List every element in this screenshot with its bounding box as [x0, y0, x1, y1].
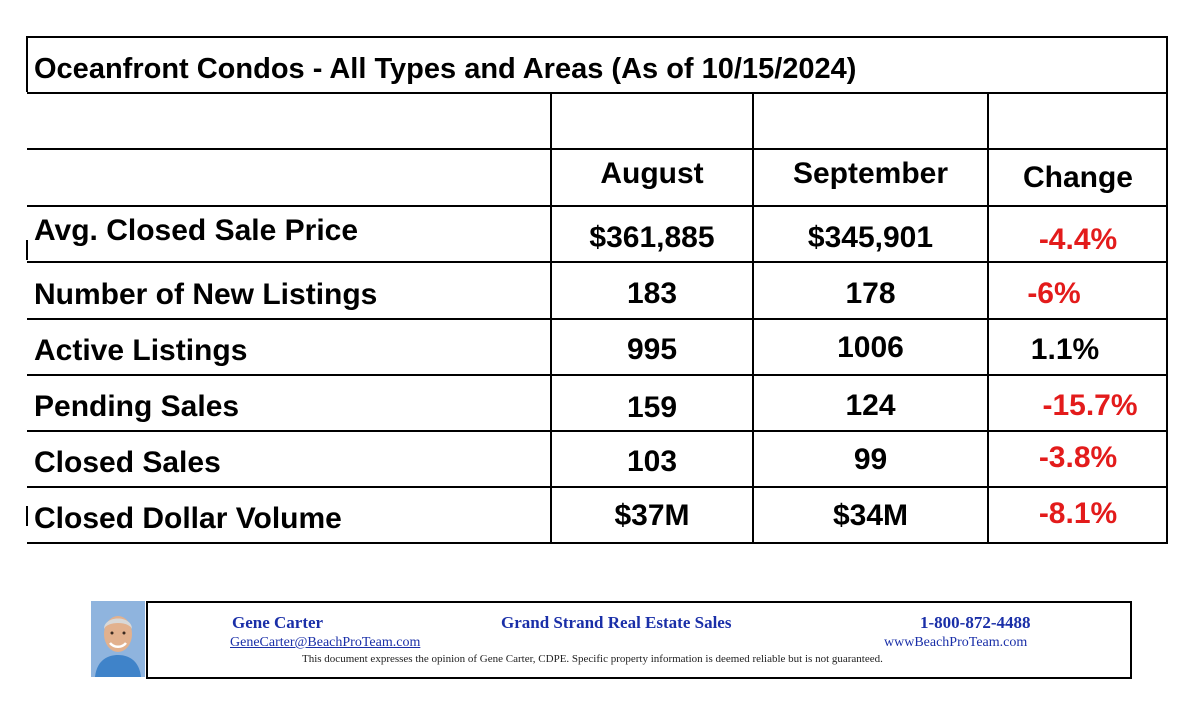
cell-change: -15.7%: [1042, 389, 1138, 422]
cell-august: 159: [626, 391, 678, 424]
agent-name: Gene Carter: [232, 613, 324, 632]
header-change: Change: [1022, 161, 1133, 194]
row-label: Active Listings: [34, 334, 248, 367]
table-row-divider: [27, 486, 1168, 488]
cell-september: 124: [845, 389, 896, 422]
cell-september: $345,901: [807, 221, 934, 254]
cell-september: 1006: [837, 331, 904, 364]
row-label: Pending Sales: [34, 390, 240, 423]
cell-change: -6%: [1027, 277, 1081, 310]
table-row-divider: [27, 374, 1168, 376]
cell-august: 103: [626, 445, 678, 478]
table-row-divider: [27, 92, 1168, 94]
website-link[interactable]: wwwBeachProTeam.com: [884, 635, 1028, 650]
table-row-divider: [27, 318, 1168, 320]
table-border-top: [27, 36, 1168, 38]
row-label: Closed Sales: [34, 446, 221, 479]
row-label: Closed Dollar Volume: [34, 502, 342, 535]
cell-change: -4.4%: [1038, 223, 1118, 256]
cell-august: $361,885: [589, 221, 715, 254]
table-row-divider: [27, 148, 1168, 150]
cell-august: 995: [626, 333, 678, 366]
table-border-left: [26, 36, 28, 92]
agent-portrait-icon: [91, 601, 145, 677]
cell-september: $34M: [832, 499, 909, 532]
disclaimer: This document expresses the opinion of Gene Carter, CDPE. Specific property information is deemed reliable but is not guaranteed.: [302, 653, 883, 665]
row-label: Number of New Listings: [34, 278, 378, 311]
cell-september: 178: [845, 277, 896, 310]
row-label: Avg. Closed Sale Price: [34, 214, 359, 247]
company-name: Grand Strand Real Estate Sales: [501, 613, 732, 632]
cell-change: -3.8%: [1038, 441, 1118, 474]
email-link[interactable]: GeneCarter@BeachProTeam.com: [230, 635, 421, 650]
cell-august: 183: [626, 277, 678, 310]
cell-august: $37M: [614, 499, 690, 532]
table-row-divider: [27, 205, 1168, 207]
table-row-divider: [27, 261, 1168, 263]
contact-footer: [146, 601, 1132, 679]
header-september: September: [792, 157, 949, 190]
cell-september: 99: [853, 443, 888, 476]
table-left-tick: [26, 240, 28, 260]
header-august: August: [600, 157, 704, 190]
cell-change: -8.1%: [1038, 497, 1118, 530]
table-title: Oceanfront Condos - All Types and Areas (As of 10/15/2024): [34, 53, 857, 85]
table-left-tick: [26, 506, 28, 526]
cell-change: 1.1%: [1030, 333, 1100, 366]
table-row-divider: [27, 430, 1168, 432]
table-col-divider: [987, 92, 989, 543]
table-border-bottom: [27, 542, 1168, 544]
phone-number[interactable]: 1-800-872-4488: [920, 613, 1031, 632]
agent-photo: [91, 601, 145, 677]
